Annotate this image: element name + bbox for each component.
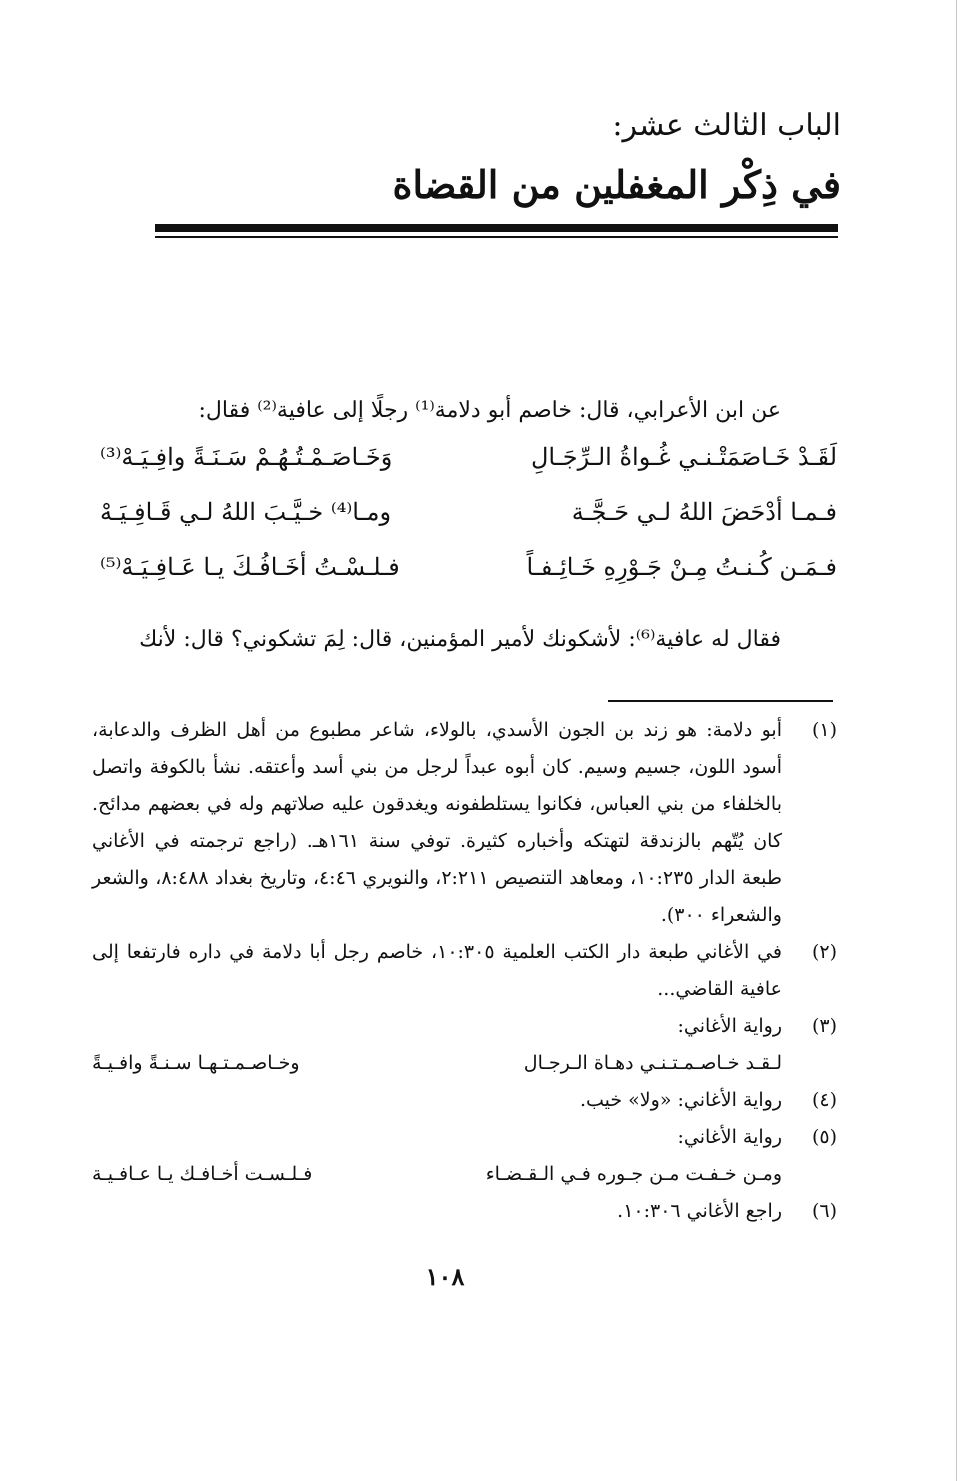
footnote-verse-second: وخـاصـمـتـهـا سـنـةً وافـيـةً — [92, 1052, 300, 1074]
footnote-number: (٦) — [811, 1200, 837, 1222]
footnotes — [92, 712, 837, 1230]
footnote-item — [92, 1008, 837, 1082]
footnote-verse-first: لـقـد خـاصـمـتـنـي دهـاة الـرجـال — [523, 1052, 782, 1074]
scan-edge-line — [956, 0, 957, 1481]
footnote-number: (١) — [811, 719, 837, 741]
footnote-verse-second: فـلـسـت أخـافـك يـا عـافـيـة — [92, 1163, 313, 1185]
page-number: ١٠٨ — [425, 1262, 465, 1291]
footnote-text: رواية الأغاني: — [677, 1126, 782, 1148]
footnote-number: (٥) — [811, 1126, 837, 1148]
footnote-number: (٤) — [811, 1089, 837, 1111]
footnote-text: رواية الأغاني: «ولا» خيب. — [579, 1089, 782, 1111]
intro-paragraph: عن ابن الأعرابي، قال: خاصم أبو دلامة⁽¹⁾ رجلًا إلى عافية⁽²⁾ فقال: — [198, 398, 781, 423]
footnote-verse — [92, 1045, 782, 1082]
verse-line — [100, 553, 837, 608]
verse-first-hemistich: لَقَـدْ خَـاصَمَتْـنـي غُـواةُ الـرِّجَـالِ — [530, 443, 837, 471]
verse-second-hemistich: ومـا⁽⁴⁾ خـيَّـبَ اللهُ لـي قَـافِـيَـهْ — [100, 498, 392, 526]
title-rule-thin — [155, 236, 838, 238]
poem — [100, 443, 837, 608]
footnote-item — [92, 934, 837, 1008]
footnote-item — [92, 1193, 837, 1230]
footnote-verse-first: ومـن خـفـت مـن جـوره فـي الـقـضـاء — [485, 1163, 782, 1185]
footnote-text: في الأغاني طبعة دار الكتب العلمية ١٠:٣٠٥، خاصم رجل أبا دلامة في داره فارتفعا إلى عافية القاضي... — [92, 941, 783, 1000]
verse-first-hemistich: فـمَـن كُـنـتُ مِـنْ جَـوْرِهِ خَـائِـفـاً — [526, 553, 837, 581]
narration-paragraph: فقال له عافية⁽⁶⁾: لأشكونك لأمير المؤمنين، قال: لِمَ تشكوني؟ قال: لأنك — [139, 627, 781, 652]
verse-line — [100, 498, 837, 553]
footnote-item — [92, 1082, 837, 1119]
chapter-label: الباب الثالث عشر: — [612, 108, 841, 143]
title-rule-thick — [155, 224, 838, 232]
verse-line — [100, 443, 837, 498]
footnote-text: راجع الأغاني ١٠:٣٠٦. — [617, 1200, 782, 1222]
verse-second-hemistich: فـلـسْـتُ أخَـافُـكَ يـا عَـافِـيَـهْ⁽⁵⁾ — [100, 553, 400, 581]
footnote-text: رواية الأغاني: — [677, 1015, 782, 1037]
footnote-separator — [608, 700, 833, 702]
footnote-item — [92, 1119, 837, 1193]
footnote-verse — [92, 1156, 782, 1193]
chapter-title: في ذِكْر المغفلين من القضاة — [392, 162, 841, 207]
footnote-number: (٢) — [811, 941, 837, 963]
verse-second-hemistich: وَخَـاصَـمْـتُـهُـمْ سَـنَـةً وافِـيَـهْ⁽³⁾ — [100, 443, 393, 471]
footnote-item — [92, 712, 837, 934]
footnote-text: أبو دلامة: هو زند بن الجون الأسدي، بالولاء، شاعر مطبوع من أهل الظرف والدعابة، أسود اللون، جسيم وسيم. كان أبوه عبداً لرجل من بني أسد وأعتقه. نشأ بالكوفة واتصل بالخلفاء من بني العباس، فكانوا يستلطفونه ويغدقون عليه صلاتهم وله في بعضهم مدائح. كان يُتّهم بالزندقة لتهتكه وأخباره كثيرة. توفي سنة ١٦١هـ. (راجع ترجمته في الأغاني طبعة الدار ١٠:٢٣٥، ومعاهد التنصيص ٢:٢١١، والنويري ٤:٤٦، وتاريخ بغداد ٨:٤٨٨، والشعر والشعراء ٣٠٠). — [92, 719, 783, 926]
footnote-number: (٣) — [811, 1015, 837, 1037]
verse-first-hemistich: فـمـا أدْحَضَ اللهُ لـي حَـجَّـة — [571, 498, 837, 526]
